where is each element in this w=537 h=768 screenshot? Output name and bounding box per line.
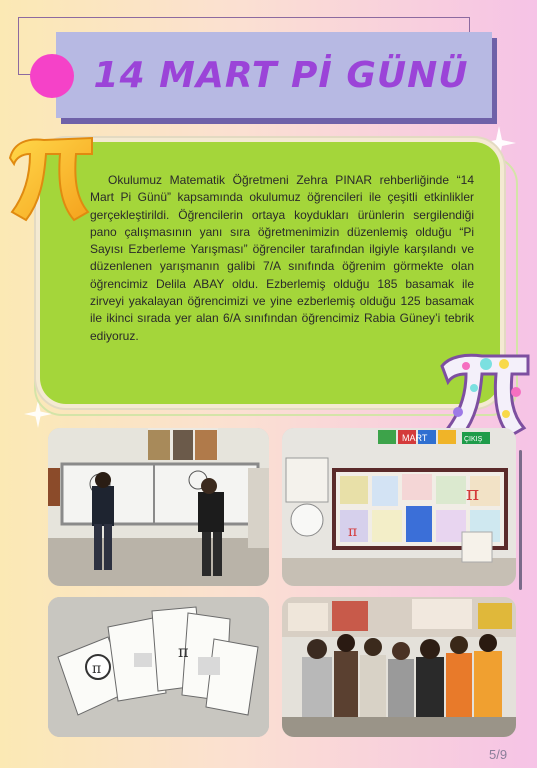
paper-pi-glyph-2: π xyxy=(178,642,189,661)
photo-bulletin-board xyxy=(282,428,516,586)
pi-symbol-icon xyxy=(4,128,100,228)
patterned-pi-icon xyxy=(436,352,532,440)
board-label-mart: MART xyxy=(402,433,428,443)
page-title: 14 MART Pİ GÜNÜ xyxy=(93,54,469,96)
scrollbar[interactable] xyxy=(519,450,522,590)
board-pi-glyph-small: π xyxy=(348,524,358,540)
title-banner xyxy=(56,32,492,118)
photo-paper-crafts xyxy=(48,597,269,737)
paper-pi-glyph: π xyxy=(92,661,102,677)
article-body: Okulumuz Matematik Öğretmeni Zehra PINAR rehberliğinde “14 Mart Pi Günü” kapsamında okulumuz öğrencileri ile çeşitli etkinlikler gerçekleştirildi. Öğrencilerin ortaya koydukları ürünlerin sergilendiği pano çalışmasının yanı sıra öğretmenimizin düzenlemiş olduğu “Pi Sayısı Ezberleme Yarışması” öğrenciler tarafından ilgiyle karşılandı ve düzenlenen yarışmanın galibi 7/A sınıfında öğrenim görmekte olan öğrencimiz Delila ABAY oldu. Ezberlemiş olduğu 185 basamak ile zirveyi yakalayan öğrencimizi ve yine ezberlemiş olduğu 125 basamak ile ikinci sırada yer alan 6/A sınıfından öğrencimiz Rabia Güney’i tebrik ediyoruz. xyxy=(90,173,474,343)
board-pi-glyph: π xyxy=(466,481,480,505)
page-number: 5/9 xyxy=(489,747,508,762)
photo-whiteboard-students xyxy=(48,428,269,586)
photo-student-group xyxy=(282,597,516,737)
exit-sign: ÇIKIŞ xyxy=(464,436,483,443)
decorative-dot xyxy=(30,54,74,98)
